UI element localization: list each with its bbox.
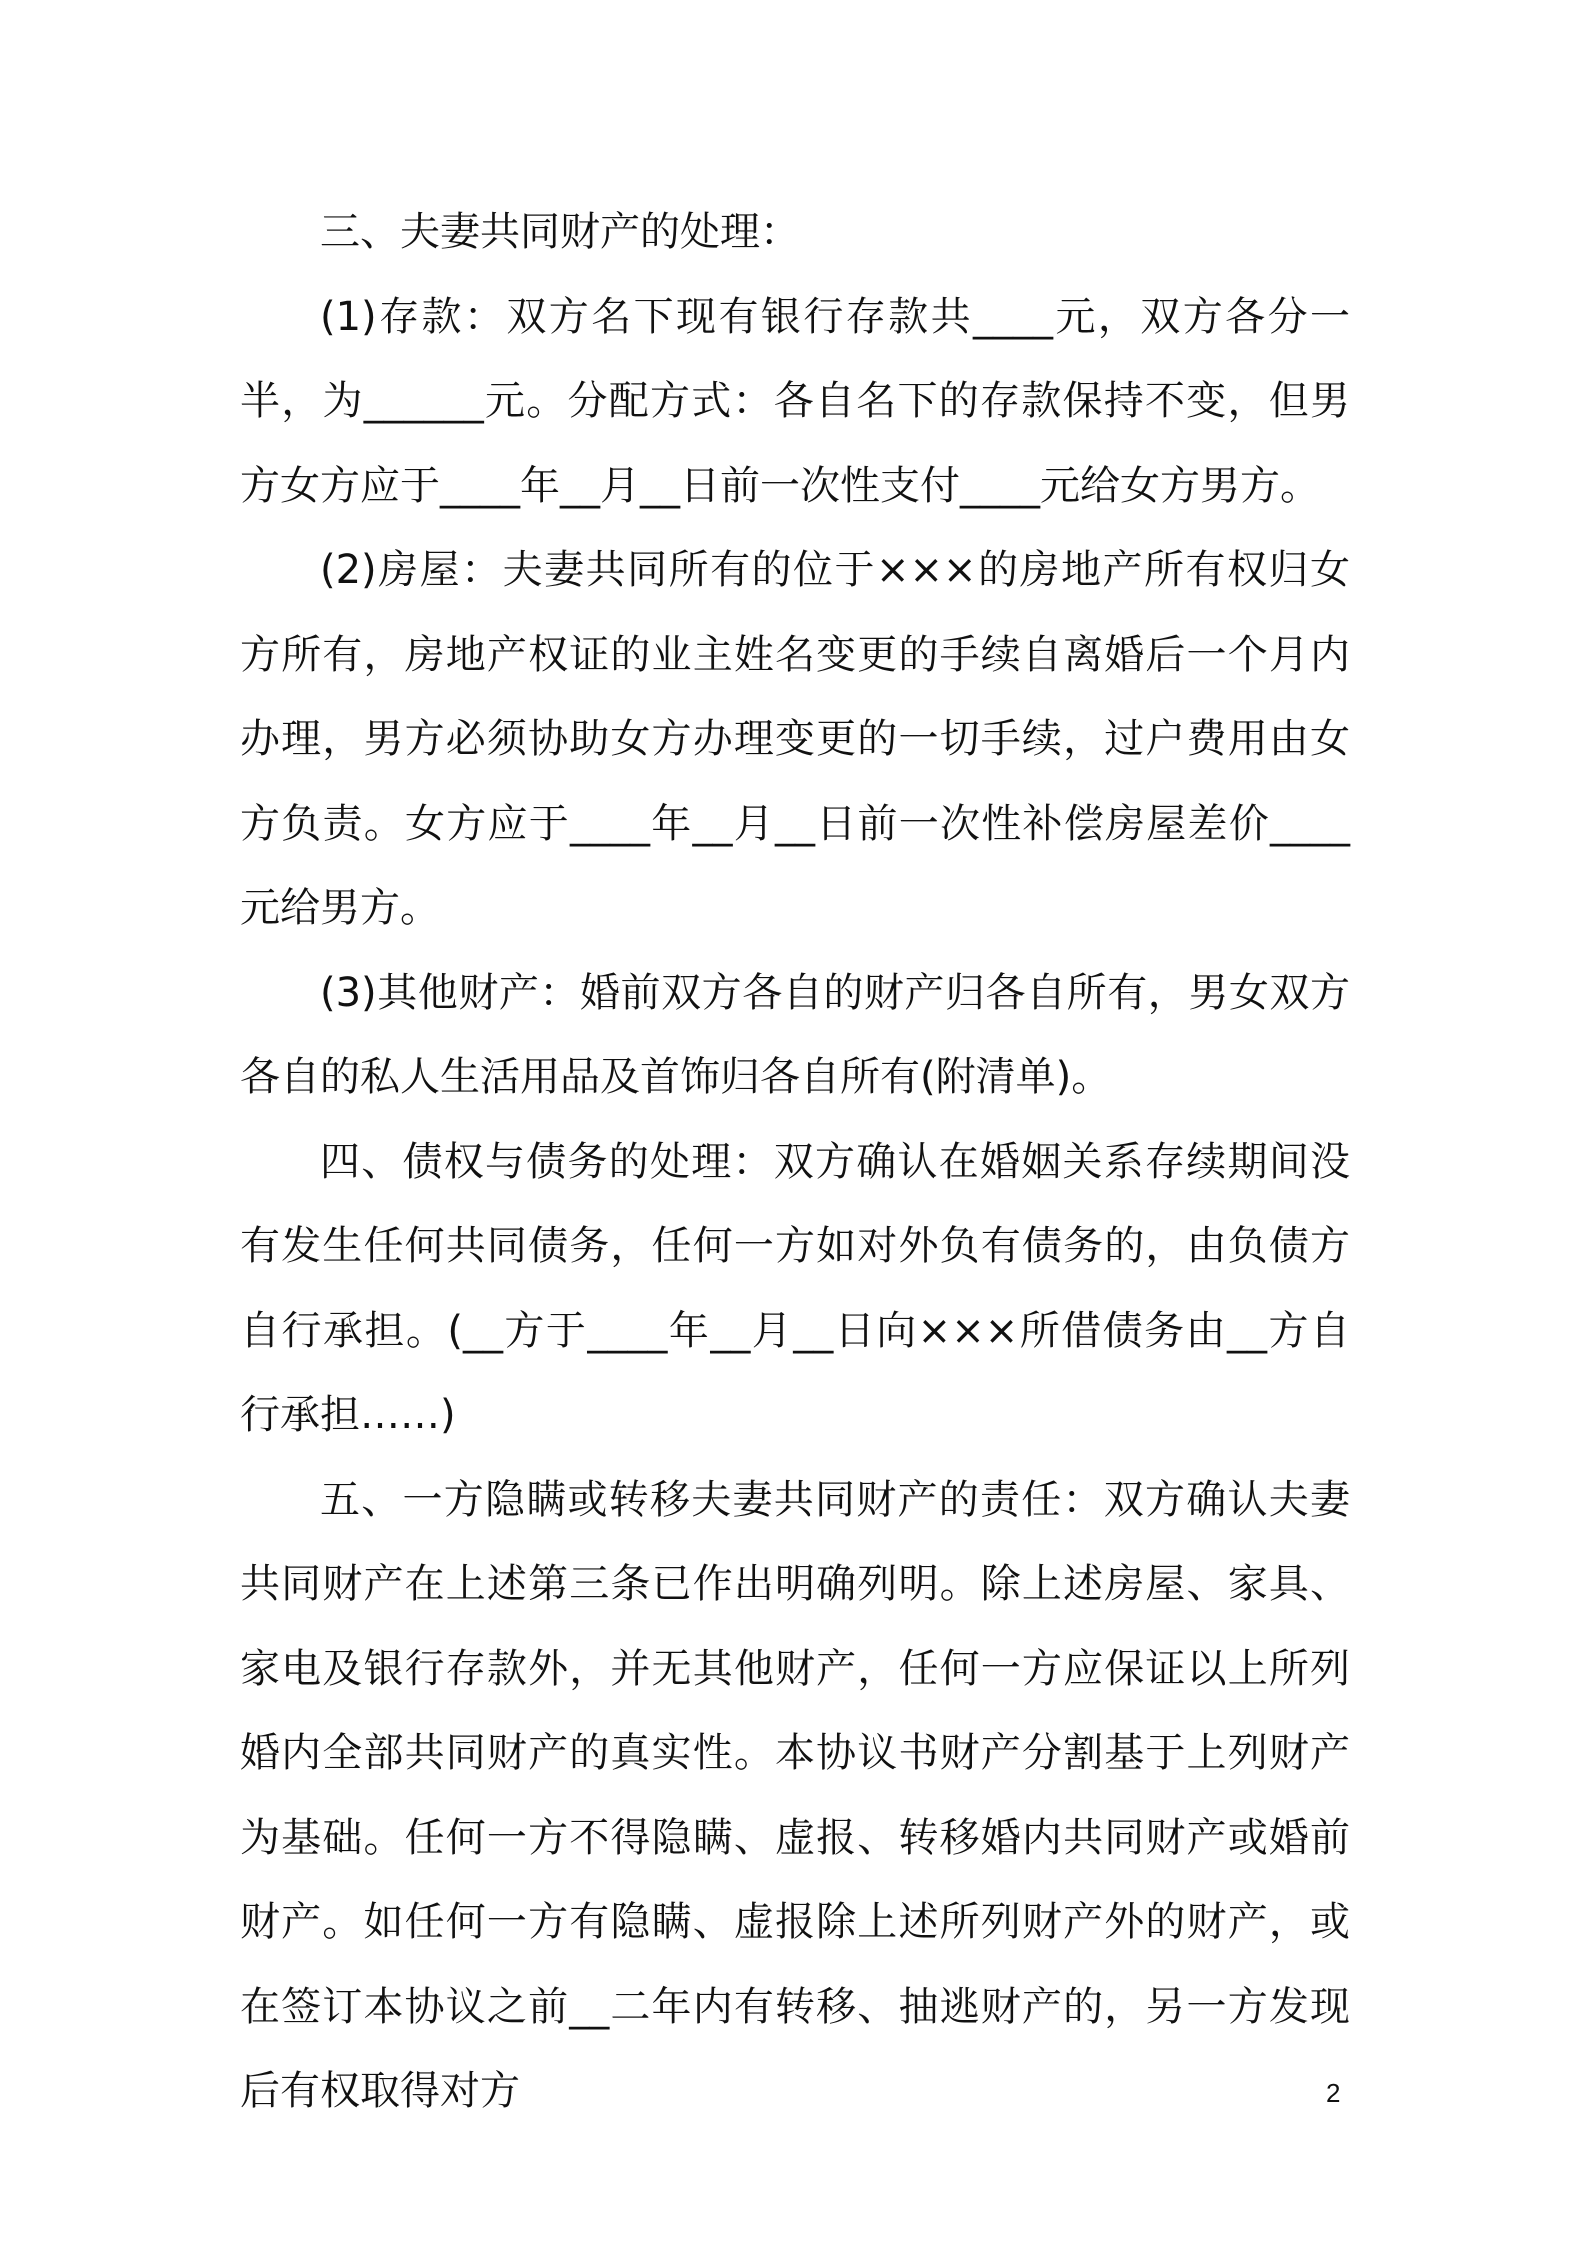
clause-other-property: (3)其他财产：婚前双方各自的财产归各自所有，男女双方各自的私人生活用品及首饰归各自所有(附清单)。 (240, 969, 1350, 1100)
section-concealment-liability: 五、一方隐瞒或转移夫妻共同财产的责任：双方确认夫妻共同财产在上述第三条已作出明确列明。除上述房屋、家具、家电及银行存款外，并无其他财产，任何一方应保证以上所列婚内全部共同财产的真实性。本协议书财产分割基于上列财产为基础。任何一方不得隐瞒、虚报、转移婚内共同财产或婚前财产。如任何一方有隐瞒、虚报除上述所列财产外的财产，或在签订本协议之前__二年内有转移、抽逃财产的，另一方发现后有权取得对方 (240, 1476, 1350, 2114)
clause-house: (2)房屋：夫妻共同所有的位于×××的房地产所有权归女方所有，房地产权证的业主姓名变更的手续自离婚后一个月内办理，男方必须协助女方办理变更的一切手续，过户费用由女方负责。女方应于____年__月__日前一次性补偿房屋差价____元给男方。 (240, 547, 1350, 931)
clause-deposits: (1)存款：双方名下现有银行存款共____元，双方各分一半，为______元。分配方式：各自名下的存款保持不变，但男方女方应于____年__月__日前一次性支付____元给女方男方。 (240, 293, 1350, 509)
section-heading-property: 三、夫妻共同财产的处理： (320, 209, 800, 255)
section-debts: 四、债权与债务的处理：双方确认在婚姻关系存续期间没有发生任何共同债务，任何一方如对外负有债务的，由负债方自行承担。(__方于____年__月__日向×××所借债务由__方自行承担……) (240, 1138, 1350, 1438)
document-body (240, 190, 1350, 2134)
page-number: 2 (1326, 2078, 1341, 2108)
